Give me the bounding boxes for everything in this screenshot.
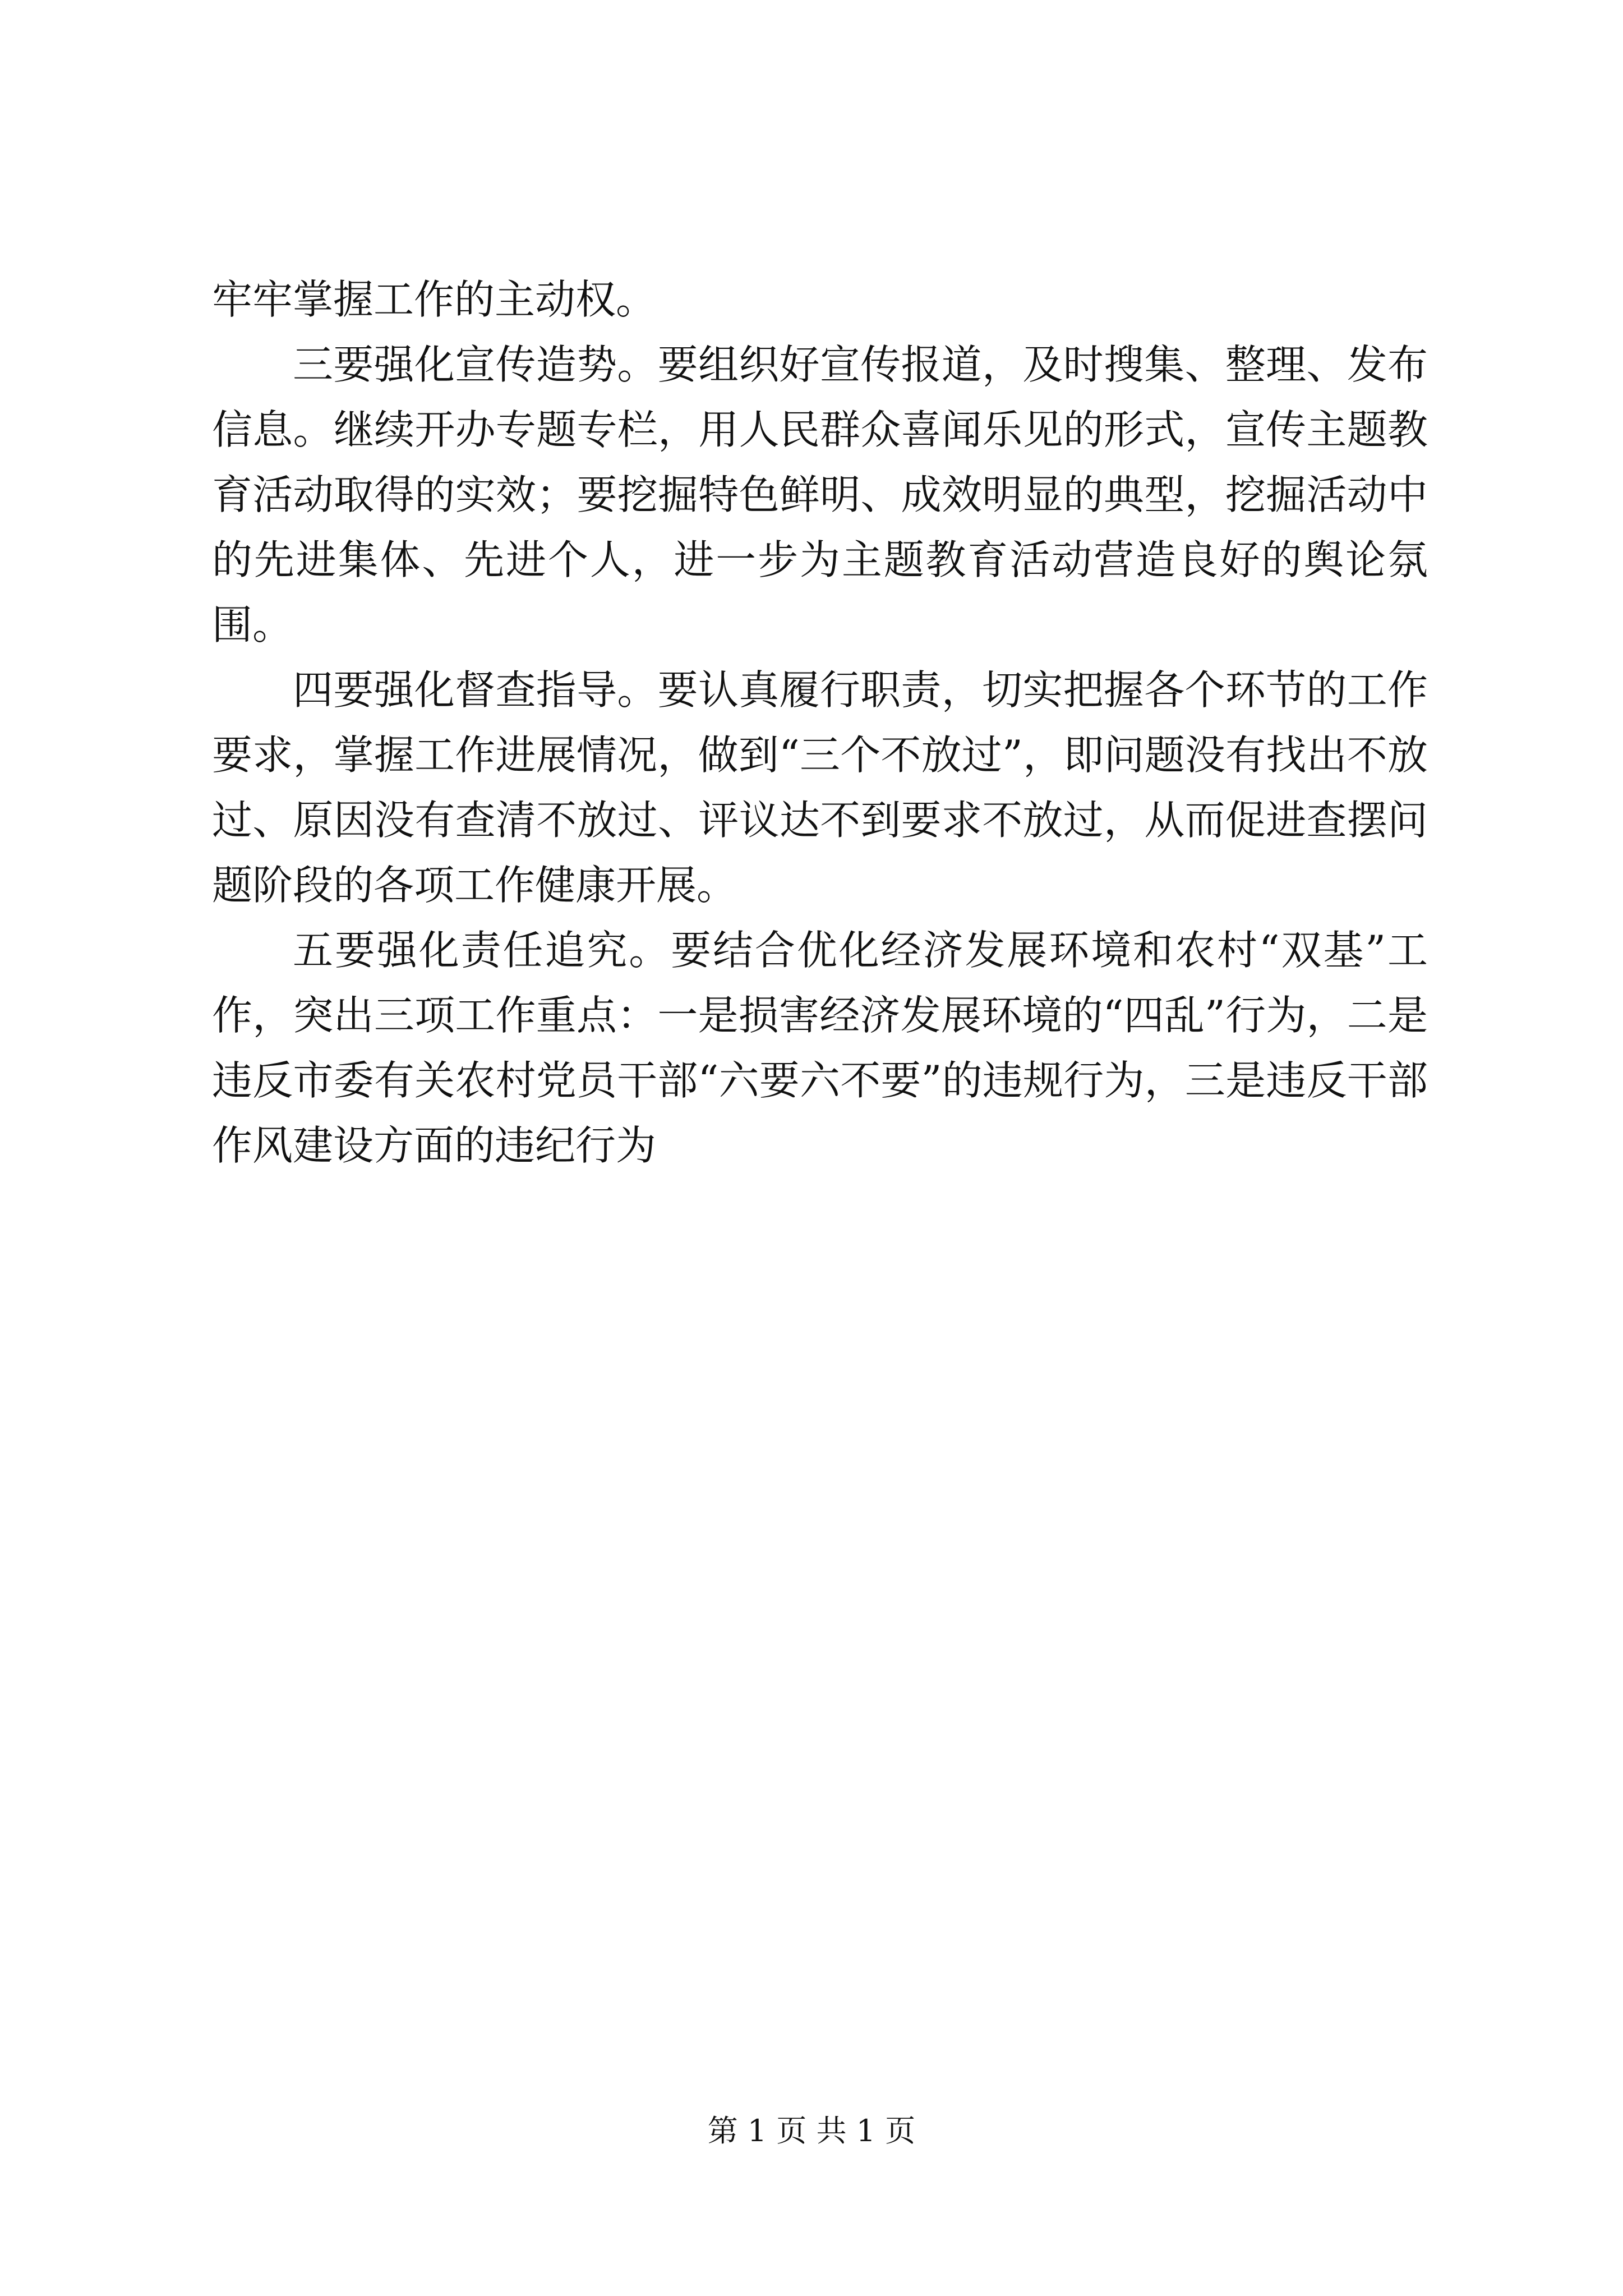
- paragraph-continuation: 牢牢掌握工作的主动权。: [212, 276, 657, 323]
- paragraph-accountability: 五要强化责任追究。要结合优化经济发展环境和农村“双基”工作，突出三项工作重点：一是损害经济发展环境的“四乱”行为，二是违反市委有关农村党员干部“六要六不要”的违规行为，三是违反干部作风建设方面的违纪行为: [212, 927, 1428, 1169]
- page-footer: 第 1 页 共 1 页: [707, 2113, 916, 2148]
- paragraph-supervision: 四要强化督查指导。要认真履行职责，切实把握各个环节的工作要求，掌握工作进展情况，做到“三个不放过”，即问题没有找出不放过、原因没有查清不放过、评议达不到要求不放过，从而促进查摆问题阶段的各项工作健康开展。: [212, 666, 1428, 909]
- paragraph-publicity: 三要强化宣传造势。要组织好宣传报道，及时搜集、整理、发布信息。继续开办专题专栏，用人民群众喜闻乐见的形式，宣传主题教育活动取得的实效；要挖掘特色鲜明、成效明显的典型，挖掘活动中的先进集体、先进个人，进一步为主题教育活动营造良好的舆论氛围。: [212, 341, 1428, 648]
- document-body: [212, 267, 1428, 1178]
